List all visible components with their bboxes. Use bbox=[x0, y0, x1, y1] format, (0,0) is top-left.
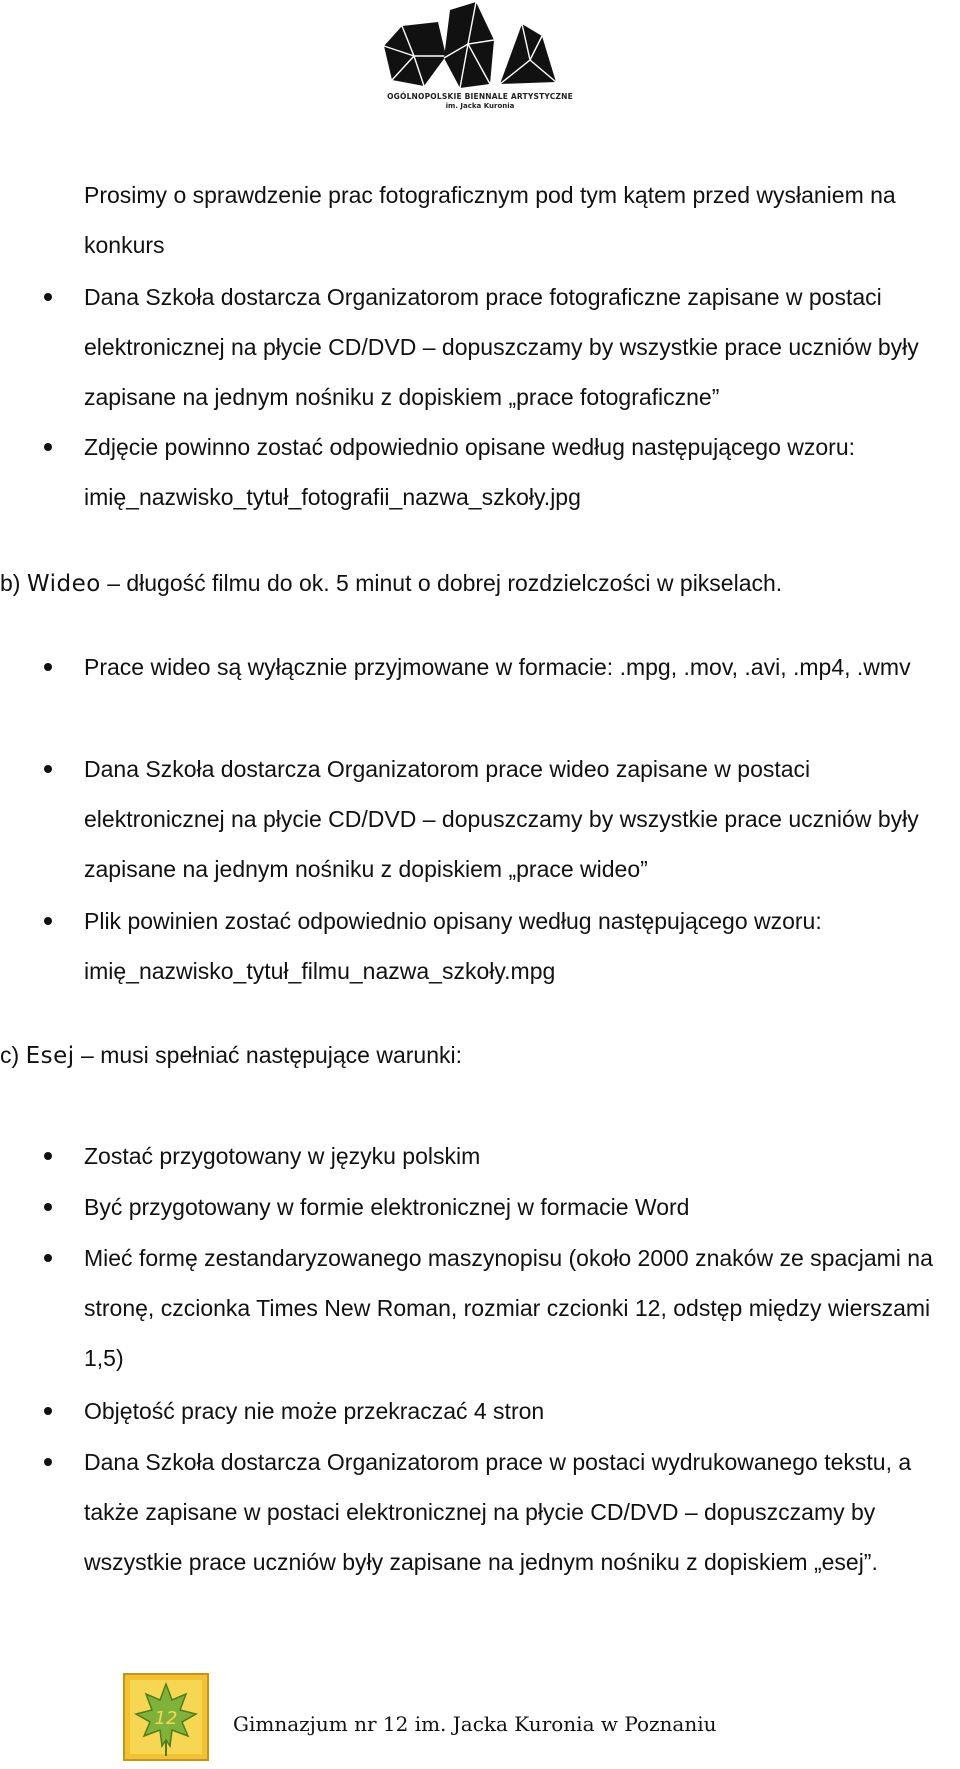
list-item-text: Prace wideo są wyłącznie przyjmowane w formacie: .mpg, .mov, .avi, .mp4, .wmv bbox=[84, 654, 911, 680]
list-item bbox=[84, 272, 954, 422]
list-item-text: Dana Szkoła dostarcza Organizatorom prace fotograficzne zapisane w postaci elektronicznej na płycie CD/DVD – dopuszczamy by wszystkie prace uczniów były zapisane na jednym nośniku z dopiskiem „prace fotograficzne” bbox=[84, 284, 919, 410]
bullet-icon bbox=[44, 1152, 52, 1160]
list-item-text: Zdjęcie powinno zostać odpowiednio opisane według następującego wzoru: imię_nazwisko_tytuł_fotografii_nazwa_szkoły.jpg bbox=[84, 434, 856, 510]
list-item bbox=[84, 642, 954, 692]
list-item bbox=[84, 1233, 954, 1383]
list-item bbox=[84, 1182, 954, 1232]
list-item bbox=[84, 1437, 954, 1587]
bullet-icon bbox=[44, 443, 52, 451]
list-item-text: Zostać przygotowany w języku polskim bbox=[84, 1143, 481, 1169]
bullet-icon bbox=[44, 663, 52, 671]
bullet-icon bbox=[44, 1203, 52, 1211]
list-item-text: Dana Szkoła dostarcza Organizatorom prace w postaci wydrukowanego tekstu, a także zapisane w postaci elektronicznej na płycie CD/DVD – dopuszczamy by wszystkie prace uczniów były zapisane na jednym nośniku z dopiskiem „esej”. bbox=[84, 1449, 912, 1575]
essay-keyword: Esej bbox=[25, 1043, 75, 1069]
list-item-text: Dana Szkoła dostarcza Organizatorom prace wideo zapisane w postaci elektronicznej na płycie CD/DVD – dopuszczamy by wszystkie prace uczniów były zapisane na jednym nośniku z dopiskiem „prace wideo” bbox=[84, 756, 919, 882]
maple-leaf-icon bbox=[120, 1670, 212, 1764]
bullet-icon bbox=[44, 765, 52, 773]
list-item-text: Mieć formę zestandaryzowanego maszynopisu (około 2000 znaków ze spacjami na stronę, czcionka Times New Roman, rozmiar czcionki 12, odstęp między wierszami 1,5) bbox=[84, 1245, 933, 1371]
school-badge bbox=[120, 1670, 212, 1764]
list-item-text: Być przygotowany w formie elektronicznej w formacie Word bbox=[84, 1194, 690, 1220]
photo-intro: Prosimy o sprawdzenie prac fotograficznym pod tym kątem przed wysłaniem na konkurs bbox=[84, 182, 896, 258]
essay-heading-text: – musi spełniać następujące warunki: bbox=[81, 1042, 462, 1068]
video-heading bbox=[0, 558, 950, 609]
bullet-icon bbox=[44, 1458, 52, 1466]
logo-subtitle: im. Jacka Kuronia bbox=[445, 102, 515, 110]
list-item bbox=[84, 744, 954, 894]
badge-number: 12 bbox=[154, 1708, 178, 1729]
list-item-text: Objętość pracy nie może przekraczać 4 stron bbox=[84, 1398, 545, 1424]
bullet-icon bbox=[44, 917, 52, 925]
footer-school-name: Gimnazjum nr 12 im. Jacka Kuronia w Poznaniu bbox=[233, 1712, 717, 1736]
bullet-icon bbox=[44, 1254, 52, 1262]
oba-logo bbox=[380, 0, 580, 110]
video-keyword: Wideo bbox=[26, 571, 101, 597]
bullet-icon bbox=[44, 1407, 52, 1415]
essay-prefix: c) bbox=[0, 1042, 20, 1068]
bullet-icon bbox=[44, 293, 52, 301]
video-prefix: b) bbox=[0, 570, 21, 596]
list-item-text: Plik powinien zostać odpowiednio opisany według następującego wzoru: imię_nazwisko_tytuł_filmu_nazwa_szkoły.mpg bbox=[84, 908, 822, 984]
video-heading-text: – długość filmu do ok. 5 minut o dobrej rozdzielczości w pikselach. bbox=[107, 570, 783, 596]
essay-heading bbox=[0, 1030, 950, 1081]
list-item bbox=[84, 422, 954, 522]
list-item bbox=[84, 896, 954, 996]
logo-title: OGÓLNOPOLSKIE BIENNALE ARTYSTYCZNE bbox=[387, 92, 573, 101]
list-item bbox=[84, 1131, 954, 1181]
list-item bbox=[84, 1386, 954, 1436]
logo-shapes-icon bbox=[380, 0, 580, 92]
